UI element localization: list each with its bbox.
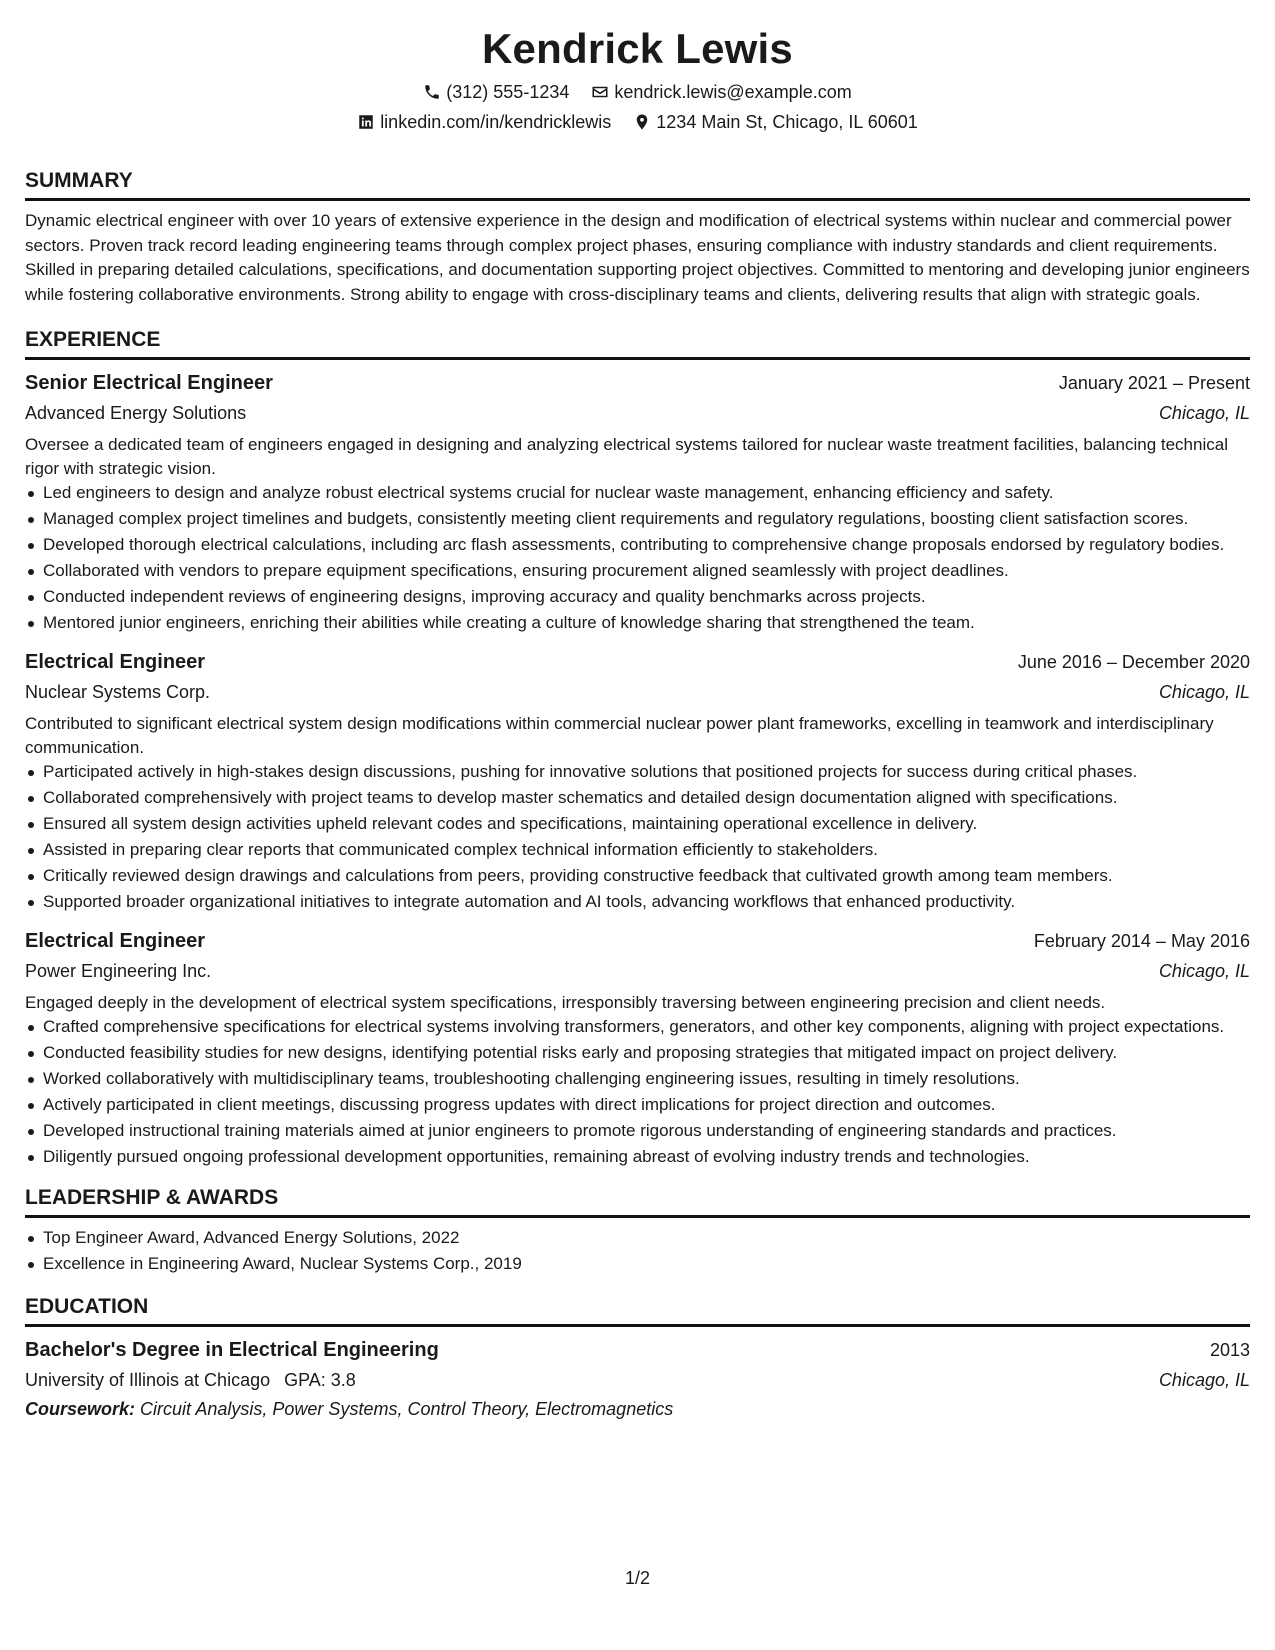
job-location: Chicago, IL [1158, 961, 1250, 981]
job-bullet: Conducted feasibility studies for new designs, identifying potential risks early and proposing strategies that mitigated impact on project delivery. [25, 1041, 1250, 1065]
job-bullet: Collaborated with vendors to prepare equipment specifications, ensuring procurement aligned seamlessly with project deadlines. [25, 559, 1250, 583]
job-entry [25, 368, 1250, 635]
summary-text: Dynamic electrical engineer with over 10 years of extensive experience in the design and modification of electrical systems within nuclear and commercial power sectors. Proven track record leading engineering teams through complex project phases, ensuring compliance with industry standards and client requirements. Skilled in preparing detailed calculations, specifications, and documentation supporting project objectives. Committed to mentoring and developing junior engineers while fostering collaborative environments. Strong ability to engage with cross-disciplinary teams and clients, delivering results that align with strategic goals. [25, 211, 1250, 304]
linkedin-contact[interactable] [357, 110, 611, 134]
job-bullet-list [25, 760, 1250, 914]
summary-section [25, 168, 1250, 307]
award-item: Top Engineer Award, Advanced Energy Solutions, 2022 [25, 1226, 1250, 1250]
linkedin-text[interactable]: linkedin.com/in/kendricklewis [380, 112, 612, 132]
address-contact [633, 110, 918, 134]
candidate-name: Kendrick Lewis [482, 25, 793, 72]
job-entry [25, 647, 1250, 914]
job-bullet: Assisted in preparing clear reports that communicated complex technical information efficiently to stakeholders. [25, 838, 1250, 862]
job-dates: June 2016 – December 2020 [1017, 652, 1250, 672]
awards-section [25, 1185, 1250, 1276]
company-name: Nuclear Systems Corp. [25, 682, 211, 702]
graduation-year: 2013 [1209, 1340, 1250, 1360]
job-bullet-list [25, 1015, 1250, 1169]
awards-heading: LEADERSHIP & AWARDS [25, 1185, 1250, 1218]
resume-page [25, 0, 1250, 1423]
page-number: 1/2 [624, 1568, 651, 1588]
job-dates: January 2021 – Present [1058, 373, 1250, 393]
coursework-text: Circuit Analysis, Power Systems, Control Theory, Electromagnetics [140, 1399, 674, 1419]
job-bullet: Conducted independent reviews of engineering designs, improving accuracy and quality benchmarks across projects. [25, 585, 1250, 609]
job-location: Chicago, IL [1158, 682, 1250, 702]
job-bullet: Collaborated comprehensively with project teams to develop master schematics and detailed design documentation aligned with specifications. [25, 786, 1250, 810]
job-bullet: Supported broader organizational initiatives to integrate automation and AI tools, advancing workflows that enhanced productivity. [25, 890, 1250, 914]
phone-icon [423, 83, 441, 101]
coursework-label: Coursework: [25, 1399, 136, 1419]
address-text: 1234 Main St, Chicago, IL 60601 [656, 112, 918, 132]
school-name: University of Illinois at Chicago [25, 1370, 271, 1390]
gpa-text: GPA: 3.8 [284, 1370, 356, 1390]
job-bullet: Actively participated in client meetings, discussing progress updates with direct implications for project direction and outcomes. [25, 1093, 1250, 1117]
summary-heading: SUMMARY [25, 168, 1250, 201]
email-text[interactable]: kendrick.lewis@example.com [614, 82, 852, 102]
job-entry [25, 926, 1250, 1169]
experience-section [25, 327, 1250, 1169]
degree-title: Bachelor's Degree in Electrical Engineering [25, 1339, 439, 1361]
company-name: Power Engineering Inc. [25, 961, 212, 981]
job-bullet: Crafted comprehensive specifications for electrical systems involving transformers, generators, and other key components, aligning with project expectations. [25, 1015, 1250, 1039]
contact-row-1 [25, 80, 1250, 104]
job-description: Contributed to significant electrical system design modifications within commercial nuclear power plant frameworks, excelling in teamwork and interdisciplinary communication. [25, 714, 1214, 757]
phone-text: (312) 555-1234 [446, 82, 570, 102]
job-bullet: Critically reviewed design drawings and calculations from peers, providing constructive feedback that cultivated growth among team members. [25, 864, 1250, 888]
job-title: Senior Electrical Engineer [25, 372, 273, 394]
job-description: Oversee a dedicated team of engineers engaged in designing and analyzing electrical systems tailored for nuclear waste treatment facilities, balancing technical rigor with strategic vision. [25, 435, 1228, 478]
linkedin-icon [357, 113, 375, 131]
company-name: Advanced Energy Solutions [25, 403, 247, 423]
job-bullet-list [25, 481, 1250, 635]
education-section [25, 1294, 1250, 1423]
job-bullet: Led engineers to design and analyze robust electrical systems crucial for nuclear waste management, enhancing efficiency and safety. [25, 481, 1250, 505]
award-item: Excellence in Engineering Award, Nuclear Systems Corp., 2019 [25, 1252, 1250, 1276]
job-bullet: Managed complex project timelines and budgets, consistently meeting client requirements and regulatory regulations, boosting client satisfaction scores. [25, 507, 1250, 531]
job-bullet: Mentored junior engineers, enriching their abilities while creating a culture of knowledge sharing that strengthened the team. [25, 611, 1250, 635]
envelope-icon [591, 83, 609, 101]
job-location: Chicago, IL [1158, 403, 1250, 423]
job-bullet: Participated actively in high-stakes design discussions, pushing for innovative solutions that positioned projects for success during critical phases. [25, 760, 1250, 784]
awards-list [25, 1226, 1250, 1276]
job-bullet: Worked collaboratively with multidisciplinary teams, troubleshooting challenging engineering issues, resulting in timely resolutions. [25, 1067, 1250, 1091]
email-contact[interactable] [591, 80, 851, 104]
job-bullet: Developed instructional training materials aimed at junior engineers to promote rigorous understanding of engineering standards and practices. [25, 1119, 1250, 1143]
job-bullet: Ensured all system design activities upheld relevant codes and specifications, maintaining operational excellence in delivery. [25, 812, 1250, 836]
job-description: Engaged deeply in the development of electrical system specifications, irresponsibly traversing between engineering precision and client needs. [25, 993, 1106, 1012]
coursework-line [25, 1395, 1250, 1423]
contact-row-2 [25, 110, 1250, 134]
school-location: Chicago, IL [1158, 1370, 1250, 1390]
job-title: Electrical Engineer [25, 930, 206, 952]
education-heading: EDUCATION [25, 1294, 1250, 1327]
experience-heading: EXPERIENCE [25, 327, 1250, 360]
phone-contact [423, 80, 569, 104]
job-dates: February 2014 – May 2016 [1033, 931, 1250, 951]
map-marker-icon [633, 113, 651, 131]
job-bullet: Developed thorough electrical calculations, including arc flash assessments, contributing to comprehensive change proposals endorsed by regulatory bodies. [25, 533, 1250, 557]
job-bullet: Diligently pursued ongoing professional development opportunities, remaining abreast of evolving industry trends and technologies. [25, 1145, 1250, 1169]
job-title: Electrical Engineer [25, 651, 206, 673]
